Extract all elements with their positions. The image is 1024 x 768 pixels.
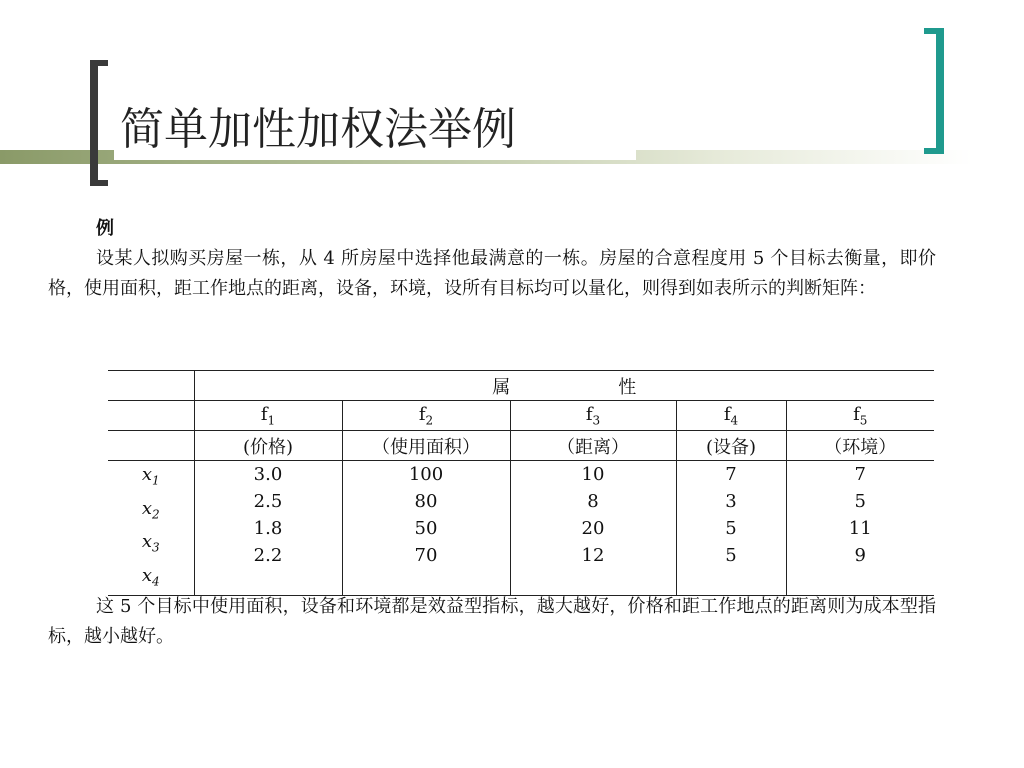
table-cell: 3.0 (253, 464, 283, 485)
example-label: 例 (96, 218, 114, 239)
attribute-group-header-row (108, 371, 934, 401)
values-column-f4 (676, 461, 786, 596)
conclusion-paragraph: 这 5 个目标中使用面积，设备和环境都是效益型指标，越大越好，价格和距工作地点的距离则为成本型指标，越小越好。 (48, 596, 936, 647)
alternative-label: $x_4$ (141, 564, 160, 589)
table-cell: 5 (725, 518, 737, 539)
slide-title: 简单加性加权法举例 (120, 104, 516, 155)
slide-content (48, 214, 936, 304)
values-column-f5 (786, 461, 934, 596)
decision-matrix-table (108, 370, 934, 596)
table-cell: 2.2 (253, 545, 283, 566)
table-cell: 20 (581, 518, 605, 539)
table-cell: 2.5 (253, 491, 283, 512)
attribute-name: (设备) (676, 431, 786, 461)
conclusion-section (48, 592, 936, 652)
attribute-symbol: $f_1$ (194, 401, 342, 431)
table-cell: 12 (581, 545, 605, 566)
values-column-f3 (510, 461, 676, 596)
table-cell: 1.8 (253, 518, 283, 539)
table-cell: 7 (854, 464, 866, 485)
table-cell: 5 (854, 491, 866, 512)
attribute-name: （使用面积） (342, 431, 510, 461)
attribute-name: (价格) (194, 431, 342, 461)
corner-cell (108, 431, 194, 461)
alternatives-column (108, 461, 194, 596)
attribute-symbol: $f_2$ (342, 401, 510, 431)
table-cell: 9 (854, 545, 866, 566)
table-cell: 80 (414, 491, 438, 512)
attribute-symbol: $f_3$ (510, 401, 676, 431)
values-column-f1 (194, 461, 342, 596)
attribute-symbol: $f_4$ (676, 401, 786, 431)
table-cell: 8 (587, 491, 599, 512)
alternative-label: $x_2$ (141, 497, 160, 522)
table-cell: 3 (725, 491, 737, 512)
attribute-symbol: $f_5$ (786, 401, 934, 431)
table-cell: 5 (725, 545, 737, 566)
corner-cell (108, 401, 194, 431)
attribute-name-row (108, 431, 934, 461)
values-column-f2 (342, 461, 510, 596)
table-cell: 10 (581, 464, 605, 485)
left-bracket-decoration (90, 60, 108, 186)
intro-paragraph: 设某人拟购买房屋一栋，从 4 所房屋中选择他最满意的一栋。房屋的合意程度用 5 个目标去衡量，即价格，使用面积，距工作地点的距离，设备，环境，设所有目标均可以量化，则得到如表所示的判断矩阵： (48, 248, 936, 299)
alternative-label: $x_3$ (141, 531, 160, 555)
attribute-symbol-row (108, 401, 934, 431)
right-bracket-decoration (924, 28, 944, 154)
attribute-group-header: 属 性 (194, 371, 934, 401)
attribute-name: （环境） (786, 431, 934, 461)
alternative-label: $x_1$ (141, 464, 160, 488)
table-cell: 100 (408, 464, 444, 485)
table-cell: 11 (848, 518, 872, 539)
attribute-name: （距离） (510, 431, 676, 461)
table-cell: 7 (725, 464, 737, 485)
table-cell: 70 (414, 545, 438, 566)
table-cell: 50 (414, 518, 438, 539)
corner-cell (108, 371, 194, 401)
data-row (108, 461, 934, 596)
